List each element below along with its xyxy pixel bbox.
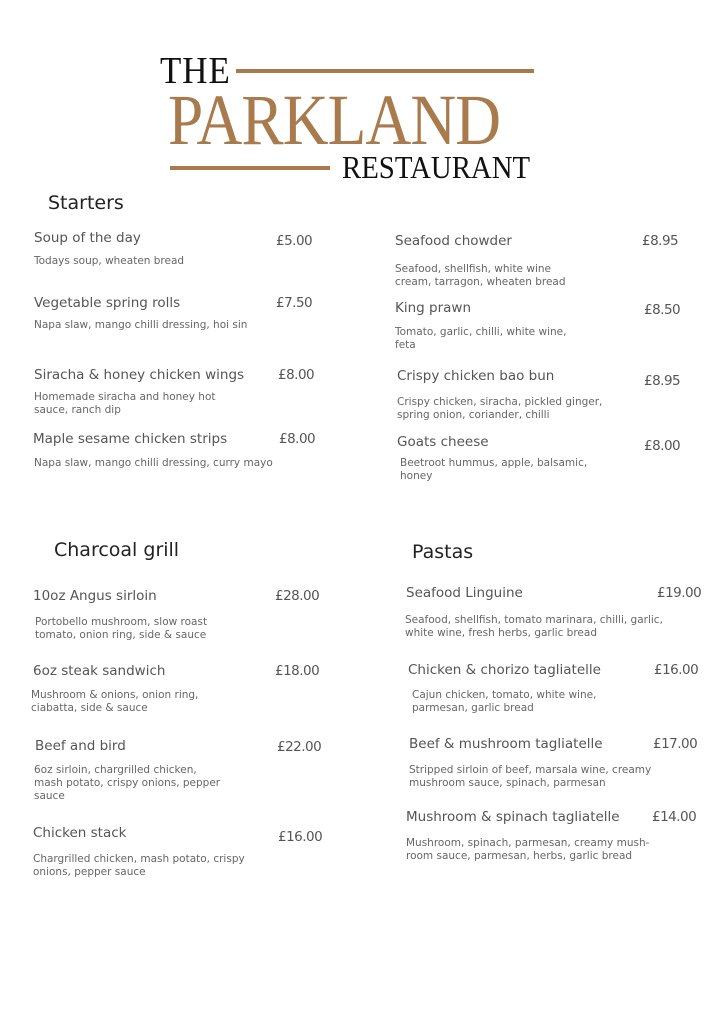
- item-description: [33, 853, 245, 879]
- menu-item: [409, 738, 719, 788]
- menu-item: [34, 232, 334, 272]
- restaurant-logo: [0, 0, 724, 190]
- item-name: Siracha & honey chicken wings: [34, 367, 245, 383]
- section-title-charcoal-grill: Charcoal grill: [54, 539, 180, 561]
- item-description-line: parmesan, garlic bread: [412, 702, 534, 714]
- item-price: £8.00: [278, 367, 315, 383]
- item-description-line: feta: [395, 339, 416, 351]
- item-name: Seafood chowder: [395, 233, 512, 249]
- logo-rule-bottom: [170, 166, 330, 170]
- menu-item: [35, 740, 335, 805]
- item-description: [35, 616, 207, 642]
- item-name: Goats cheese: [397, 434, 489, 450]
- item-description-line: room sauce, parmesan, herbs, garlic bread: [406, 850, 633, 862]
- item-name: Chicken stack: [33, 825, 127, 841]
- item-description-line: Seafood, shellfish, white wine: [395, 263, 551, 275]
- item-description-line: Tomato, garlic, chilli, white wine,: [395, 326, 567, 338]
- item-description: [412, 689, 596, 715]
- item-description: [31, 689, 198, 715]
- item-description: [400, 457, 587, 483]
- item-description-line: cream, tarragon, wheaten bread: [395, 276, 566, 288]
- item-name: Beef and bird: [35, 738, 126, 754]
- logo-the: THE: [160, 50, 231, 92]
- item-price: £17.00: [653, 736, 698, 752]
- item-name: Mushroom & spinach tagliatelle: [406, 809, 620, 825]
- item-price: £8.95: [644, 373, 681, 389]
- item-name: Vegetable spring rolls: [34, 295, 181, 311]
- item-price: £16.00: [654, 662, 699, 678]
- menu-item: [395, 302, 695, 352]
- item-description-line: Stripped sirloin of beef, marsala wine, creamy: [409, 764, 652, 776]
- section-title-pastas: Pastas: [412, 541, 474, 563]
- item-description-line: ciabatta, side & sauce: [31, 702, 148, 714]
- item-name: Seafood Linguine: [406, 585, 523, 601]
- menu-item: [406, 811, 716, 861]
- item-description: [34, 255, 184, 268]
- item-description: [409, 764, 651, 790]
- item-description-line: spring onion, coriander, chilli: [397, 409, 550, 421]
- menu-item: [408, 664, 718, 714]
- logo-name: PARKLAND: [168, 80, 501, 160]
- item-description-line: Homemade siracha and honey hot: [34, 391, 216, 403]
- item-price: £28.00: [275, 588, 320, 604]
- item-price: £19.00: [657, 585, 702, 601]
- item-description: [395, 326, 566, 352]
- item-name: Chicken & chorizo tagliatelle: [408, 662, 601, 678]
- item-price: £7.50: [276, 295, 313, 311]
- item-description: [34, 457, 273, 470]
- item-description-line: 6oz sirloin, chargrilled chicken,: [34, 764, 197, 776]
- item-name: Crispy chicken bao bun: [397, 368, 555, 384]
- item-price: £8.50: [644, 302, 681, 318]
- item-price: £16.00: [278, 829, 323, 845]
- menu-item: [34, 369, 334, 419]
- item-price: £8.95: [642, 233, 679, 249]
- item-description-line: Mushroom, spinach, parmesan, creamy mush-: [406, 837, 650, 849]
- item-description-line: Cajun chicken, tomato, white wine,: [412, 689, 597, 701]
- item-description-line: Chargrilled chicken, mash potato, crispy: [33, 853, 245, 865]
- item-name: Maple sesame chicken strips: [33, 431, 228, 447]
- item-description-line: mash potato, crispy onions, pepper: [34, 777, 221, 789]
- item-description: [397, 396, 602, 422]
- menu-item: [33, 665, 333, 715]
- item-price: £22.00: [277, 739, 322, 755]
- menu-item: [397, 370, 697, 425]
- menu-item: [406, 587, 716, 642]
- item-description: [34, 319, 247, 332]
- item-description-line: mushroom sauce, spinach, parmesan: [409, 777, 606, 789]
- item-description-line: sauce: [34, 790, 65, 802]
- item-description-line: Beetroot hummus, apple, balsamic,: [400, 457, 588, 469]
- item-description-line: white wine, fresh herbs, garlic bread: [405, 627, 597, 639]
- item-description-line: sauce, ranch dip: [34, 404, 121, 416]
- item-description: [395, 263, 566, 289]
- item-description-line: Crispy chicken, siracha, pickled ginger,: [397, 396, 603, 408]
- item-name: King prawn: [395, 300, 472, 316]
- item-price: £8.00: [644, 438, 681, 454]
- menu-item: [397, 436, 697, 486]
- logo-subtitle: RESTAURANT: [342, 149, 531, 185]
- item-description-line: onions, pepper sauce: [33, 866, 146, 878]
- item-description: [34, 764, 220, 803]
- item-description-line: Todays soup, wheaten bread: [34, 255, 185, 267]
- section-title-starters: Starters: [48, 192, 124, 214]
- menu-item: [33, 590, 333, 640]
- item-price: £14.00: [652, 809, 697, 825]
- item-description-line: Portobello mushroom, slow roast: [35, 616, 208, 628]
- item-price: £8.00: [279, 431, 316, 447]
- item-price: £5.00: [276, 233, 313, 249]
- item-name: 10oz Angus sirloin: [33, 588, 157, 604]
- menu-item: [395, 235, 695, 290]
- item-description: [406, 837, 649, 863]
- item-name: Soup of the day: [34, 230, 141, 246]
- item-description-line: honey: [400, 470, 433, 482]
- item-description-line: Napa slaw, mango chilli dressing, hoi sin: [34, 319, 248, 331]
- item-name: Beef & mushroom tagliatelle: [409, 736, 603, 752]
- menu-item: [33, 827, 333, 877]
- logo-rule-top: [236, 69, 534, 73]
- item-description-line: Seafood, shellfish, tomato marinara, chilli, garlic,: [405, 614, 663, 626]
- item-description: [405, 614, 663, 640]
- item-description-line: Napa slaw, mango chilli dressing, curry mayo: [34, 457, 273, 469]
- menu-item: [33, 433, 333, 473]
- item-price: £18.00: [275, 663, 320, 679]
- item-description: [34, 391, 216, 417]
- menu-item: [34, 297, 334, 337]
- item-description-line: Mushroom & onions, onion ring,: [31, 689, 199, 701]
- item-name: 6oz steak sandwich: [33, 663, 166, 679]
- item-description-line: tomato, onion ring, side & sauce: [35, 629, 207, 641]
